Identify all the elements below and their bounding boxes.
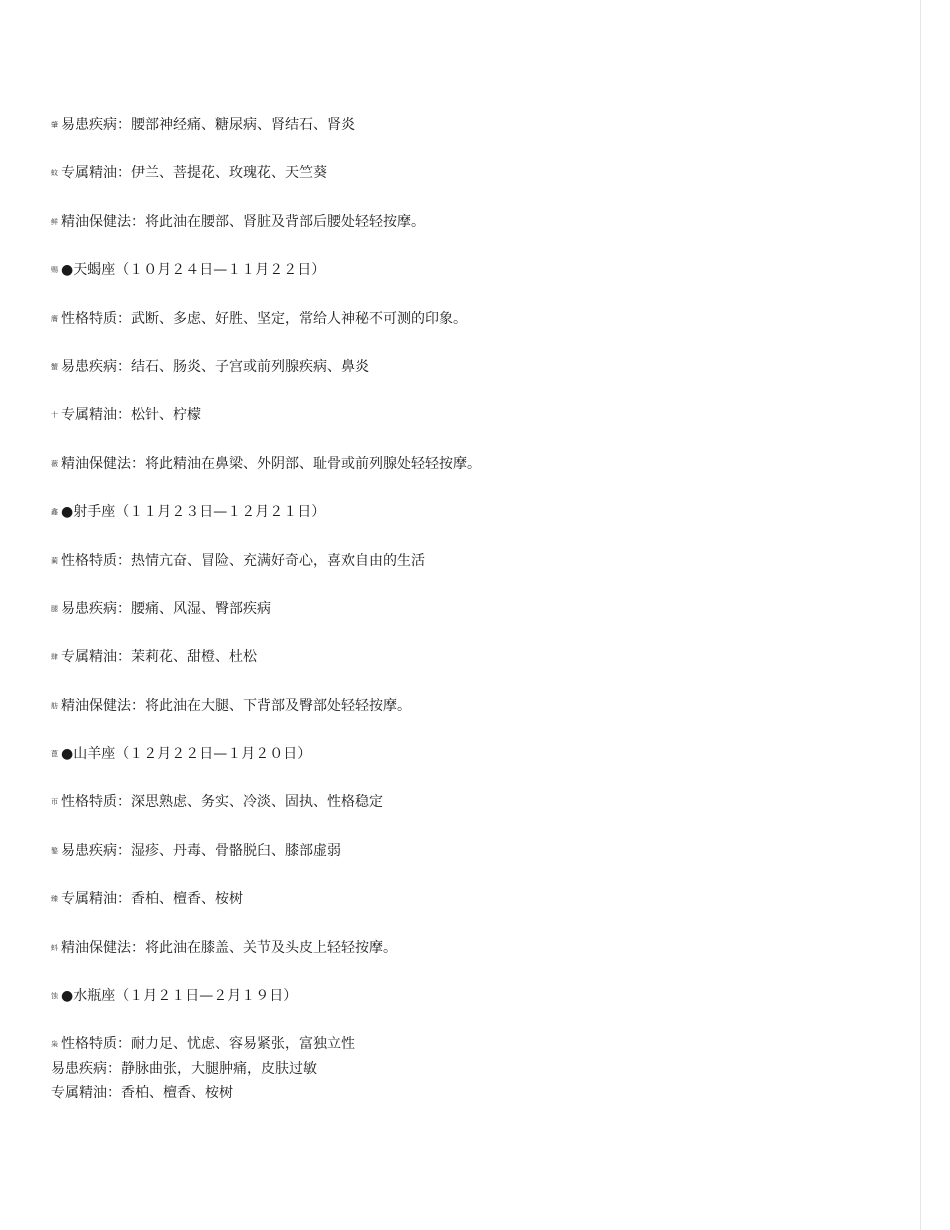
stray-glyph: 赐	[51, 266, 58, 275]
line-text: 性格特质：热情亢奋、冒险、充满好奇心，喜欢自由的生活	[61, 552, 425, 569]
text-line	[51, 1033, 891, 1057]
text-line	[51, 1082, 891, 1106]
line-text: 专属精油：香柏、檀香、桉树	[51, 1084, 233, 1101]
text-line	[51, 308, 891, 356]
line-text: 精油保健法：将此油在腰部、肾脏及背部后腰处轻轻按摩。	[61, 213, 425, 230]
line-text: 易患疾病：静脉曲张，大腿肿痛，皮肤过敏	[51, 1060, 317, 1077]
line-text: 精油保健法：将此精油在鼻梁、外阴部、耻骨或前列腺处轻轻按摩。	[61, 455, 481, 472]
text-line	[51, 888, 891, 936]
line-text: 易患疾病：湿疹、丹毒、骨骼脱臼、膝部虚弱	[61, 842, 341, 859]
text-line	[51, 937, 891, 985]
text-line	[51, 356, 891, 404]
text-line	[51, 114, 891, 162]
line-text: 专属精油：松针、柠檬	[61, 407, 201, 424]
text-line	[51, 162, 891, 210]
zodiac-heading-capricorn	[51, 743, 891, 791]
line-text: 性格特质：耐力足、忧虑、容易紧张，富独立性	[61, 1036, 355, 1053]
stray-glyph: 肇	[51, 121, 58, 129]
stray-glyph: 膺	[51, 314, 58, 323]
stray-glyph: 十	[51, 411, 58, 420]
text-line	[51, 695, 891, 743]
stray-glyph: 蓖	[51, 750, 58, 759]
stray-glyph: 蚀	[51, 992, 58, 1001]
line-text: ●射手座（１１月２３日—１２月２１日）	[61, 504, 326, 521]
text-line	[51, 404, 891, 452]
line-text: ●水瓶座（１月２１日—２月１９日）	[61, 988, 298, 1005]
line-text: 精油保健法：将此油在膝盖、关节及头皮上轻轻按摩。	[61, 939, 397, 956]
line-text: 专属精油：伊兰、菩提花、玫瑰花、天竺葵	[61, 165, 327, 182]
text-line	[51, 550, 891, 598]
line-text: ●山羊座（１２月２２日—１月２０日）	[61, 746, 312, 763]
text-line	[51, 791, 891, 839]
line-text: 易患疾病：结石、肠炎、子宫或前列腺疾病、鼻炎	[61, 358, 369, 375]
stray-glyph: 蔺	[51, 556, 58, 565]
line-text: 易患疾病：腰痛、风湿、臀部疾病	[61, 600, 271, 617]
stray-glyph: 薇	[51, 459, 58, 468]
text-line	[51, 1058, 891, 1082]
stray-glyph: 蚪	[51, 943, 58, 952]
document-body	[51, 114, 891, 1106]
zodiac-heading-scorpio	[51, 259, 891, 307]
stray-glyph: 帀	[51, 798, 58, 807]
line-text: 精油保健法：将此油在大腿、下背部及臀部处轻轻按摩。	[61, 697, 411, 714]
line-text: 专属精油：香柏、檀香、桉树	[61, 891, 243, 908]
stray-glyph: 肆	[51, 653, 58, 662]
text-line	[51, 646, 891, 694]
line-text: ●天蝎座（１０月２４日—１１月２２日）	[61, 262, 326, 279]
stray-glyph: 蟹	[51, 362, 58, 371]
text-line	[51, 453, 891, 501]
line-text: 专属精油：茉莉花、甜橙、杜松	[61, 649, 257, 666]
text-line	[51, 211, 891, 259]
stray-glyph: 鑫	[51, 508, 58, 517]
stray-glyph: 腿	[51, 604, 58, 613]
stray-glyph: 鏊	[51, 846, 58, 855]
zodiac-heading-aquarius	[51, 985, 891, 1033]
stray-glyph: 臻	[51, 895, 58, 904]
stray-glyph: 枭	[51, 1040, 58, 1049]
line-text: 性格特质：武断、多虑、好胜、坚定，常给人神秘不可测的印象。	[61, 310, 467, 327]
line-text: 性格特质：深思熟虑、务实、冷淡、固执、性格稳定	[61, 794, 383, 811]
stray-glyph: 鲜	[51, 217, 58, 226]
text-line	[51, 598, 891, 646]
stray-glyph: 蚊	[51, 169, 58, 178]
stray-glyph: 舫	[51, 701, 58, 710]
line-text: 易患疾病：腰部神经痛、糖尿病、肾结石、肾炎	[61, 117, 355, 133]
zodiac-heading-sagittarius	[51, 501, 891, 549]
text-line	[51, 840, 891, 888]
